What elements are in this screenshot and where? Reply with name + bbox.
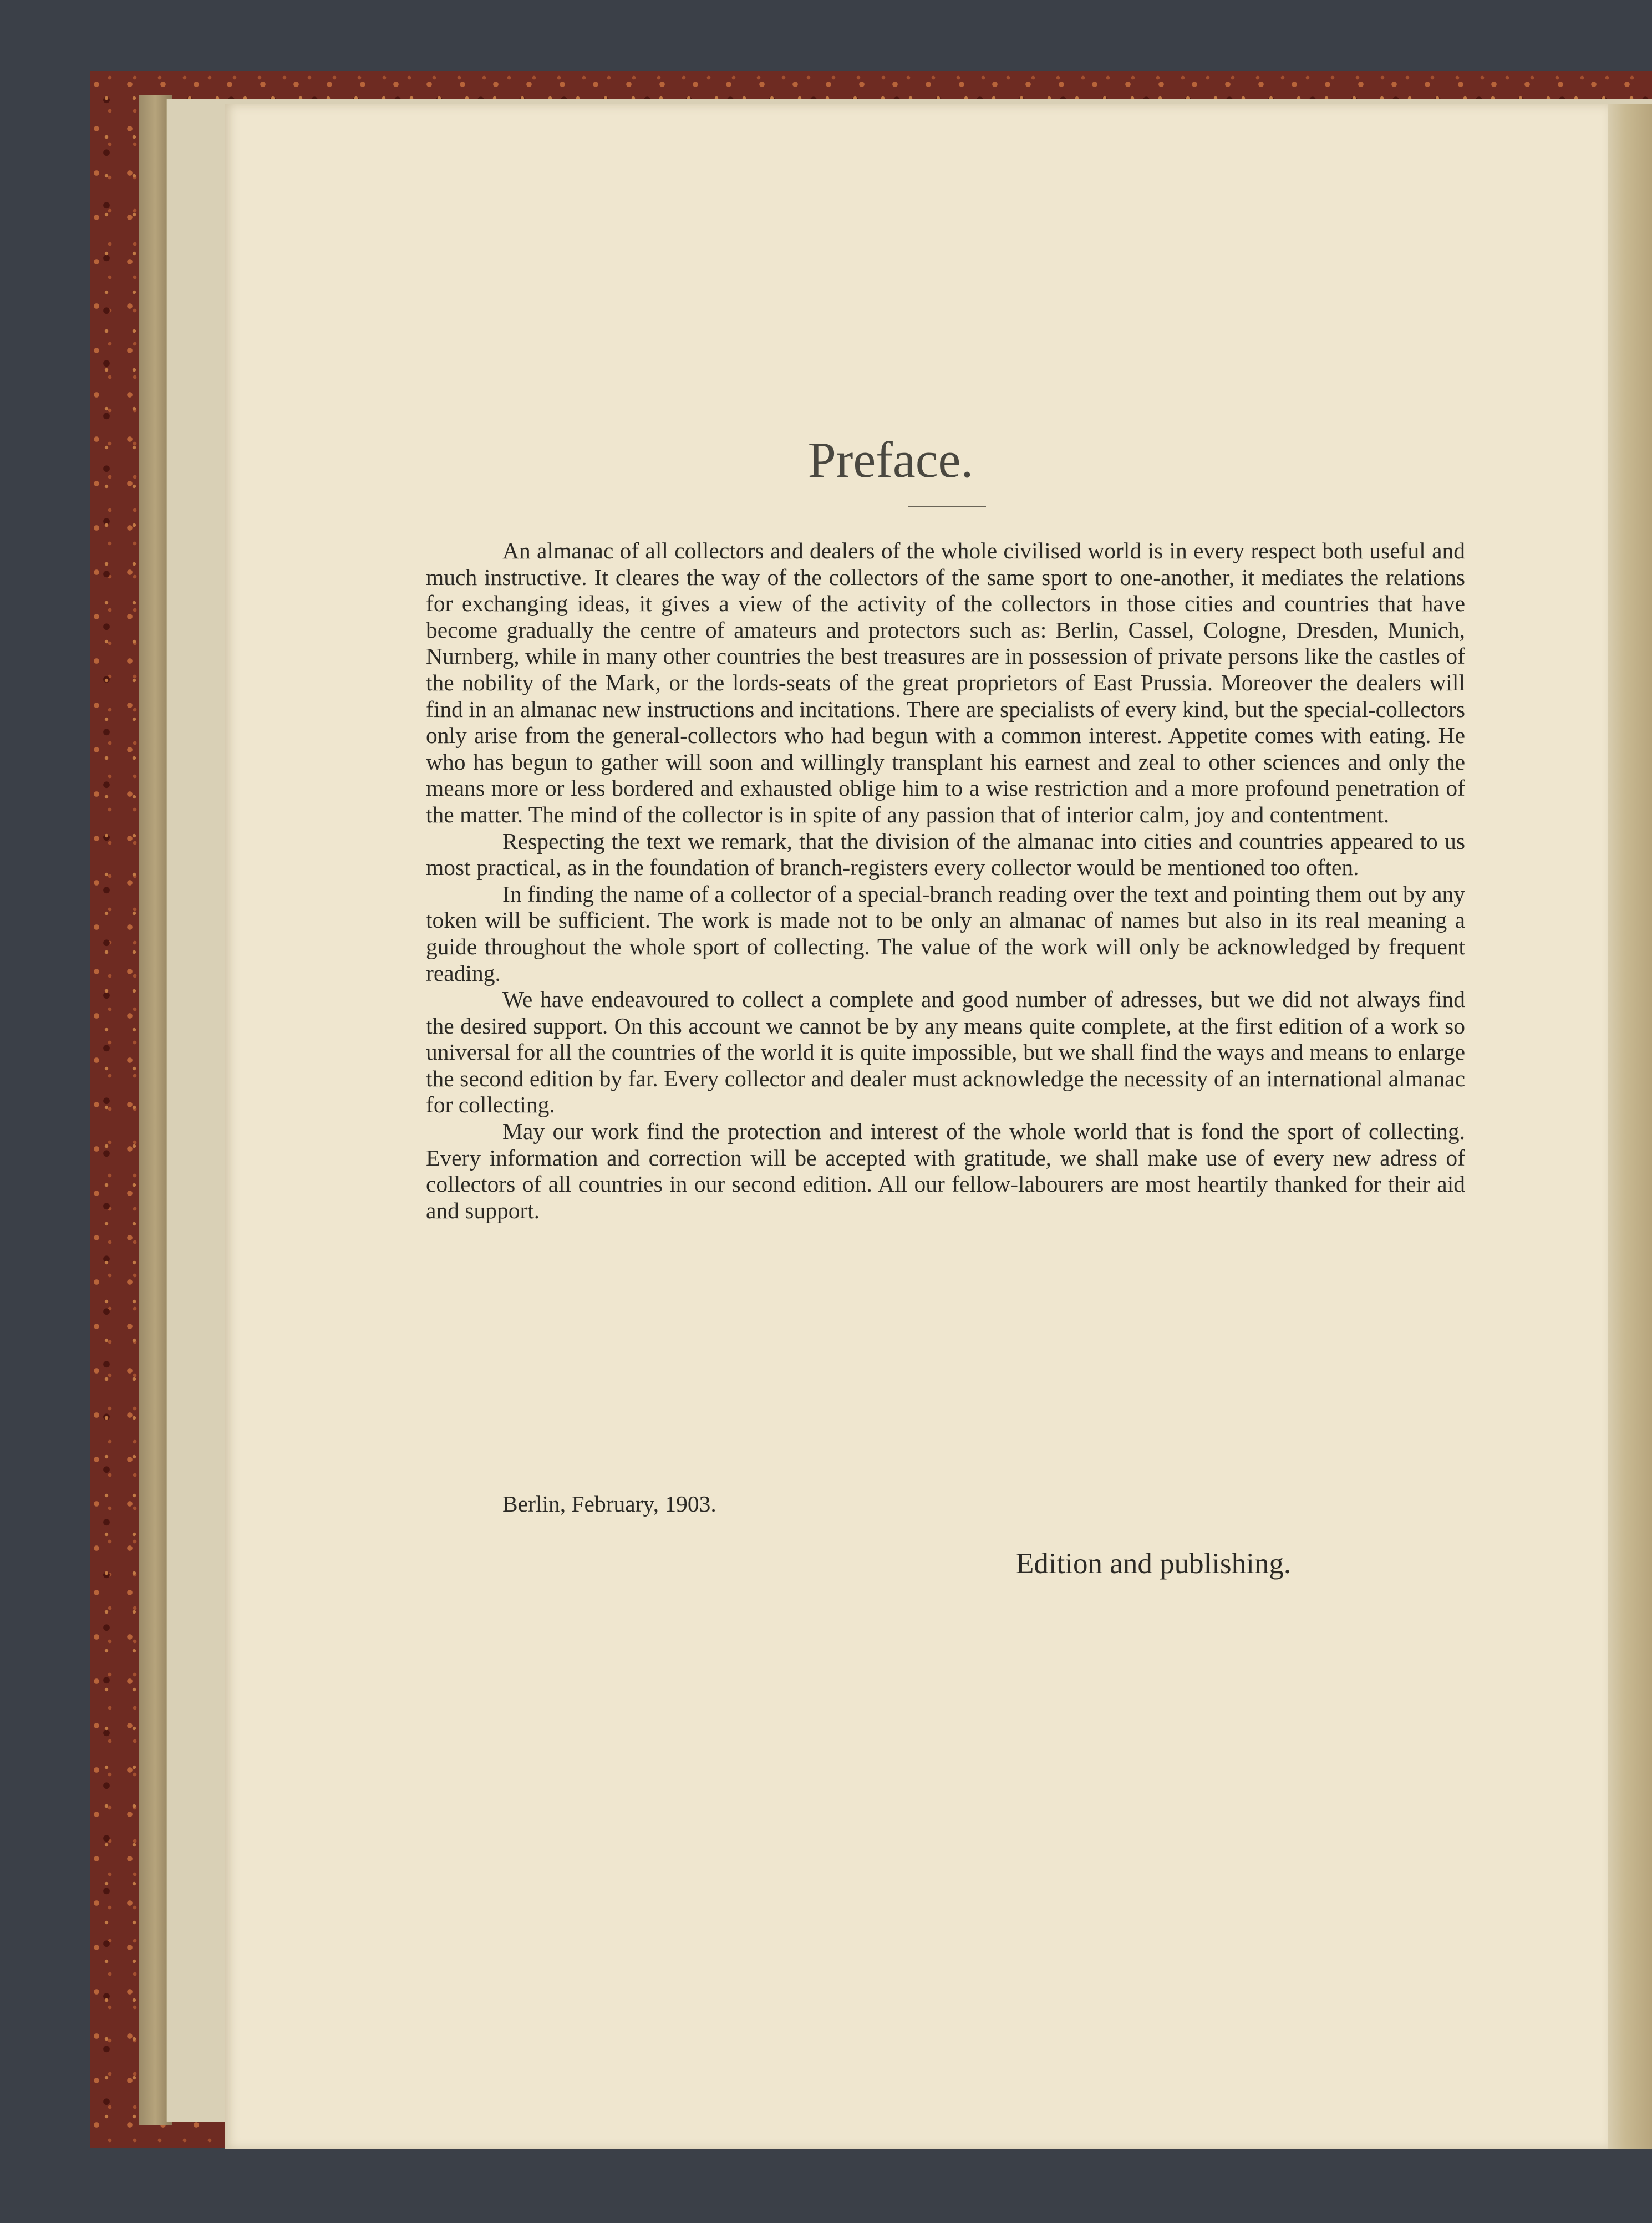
paragraph-1: An almanac of all collectors and dealers of the whole civilised world is in every respect both useful and much instructive. It cleares the way of the collectors of the same sport to one-another, it mediates the relations for exchanging ideas, it gives a view of the activity of the collectors in those cities and countries that have become gradually the centre of amateurs and protectors such as: Berlin, Cassel, Cologne, Dresden, Munich, Nurnberg, while in many other countries the best treasures are in possession of private persons like the castles of the nobility of the Mark, or the lords-seats of the great proprietors of East Prussia. Moreover the dealers will find in an almanac new instructions and incitations. There are specialists of every kind, but the special-collectors only arise from the general-collectors who had begun with a common interest. Appetite comes with eating. He who has begun to gather will soon and willingly transplant his earnest and zeal to other sciences and only the means more or less bordered and exhausted oblige him to a wise restriction and a more profound penetration of the matter. The mind of the collector is in spite of any passion that of interior calm, joy and contentment. bbox=[426, 538, 1465, 827]
paragraph-2: Respecting the text we remark, that the division of the almanac into cities and countries appeared to us most practical, as in the foundation of branch-registers every collector would be mentioned too often. bbox=[426, 828, 1465, 881]
dateline: Berlin, February, 1903. bbox=[502, 1491, 716, 1517]
book-gutter bbox=[1608, 104, 1652, 2149]
publisher-signature: Edition and publishing. bbox=[1016, 1548, 1292, 1580]
paragraph-4: We have endeavoured to collect a complete and good number of adresses, but we did not always find the desired support. On this account we cannot be by any means quite complete, at the first edition of a work so universal for all the countries of the world it is quite impossible, but we shall find the ways and means to enlarge the second edition by far. Every collector and dealer must acknowledge the necessity of an international almanac for collecting. bbox=[426, 986, 1465, 1118]
preface-body bbox=[426, 538, 1465, 1224]
page-title: Preface. bbox=[807, 431, 974, 488]
title-rule bbox=[908, 506, 986, 507]
paragraph-5: May our work find the protection and interest of the whole world that is fond the sport of collecting. Every information and correction will be accepted with gratitude, we shall make use of every new adress of collectors of all countries in our second edition. All our fellow-labourers are most heartily thanked for their aid and support. bbox=[426, 1118, 1465, 1223]
paragraph-3: In finding the name of a collector of a special-branch reading over the text and pointing them out by any token will be sufficient. The work is made not to be only an almanac of names but also in its real meaning a guide throughout the whole sport of collecting. The value of the work will only be acknowledged by frequent reading. bbox=[426, 881, 1465, 986]
